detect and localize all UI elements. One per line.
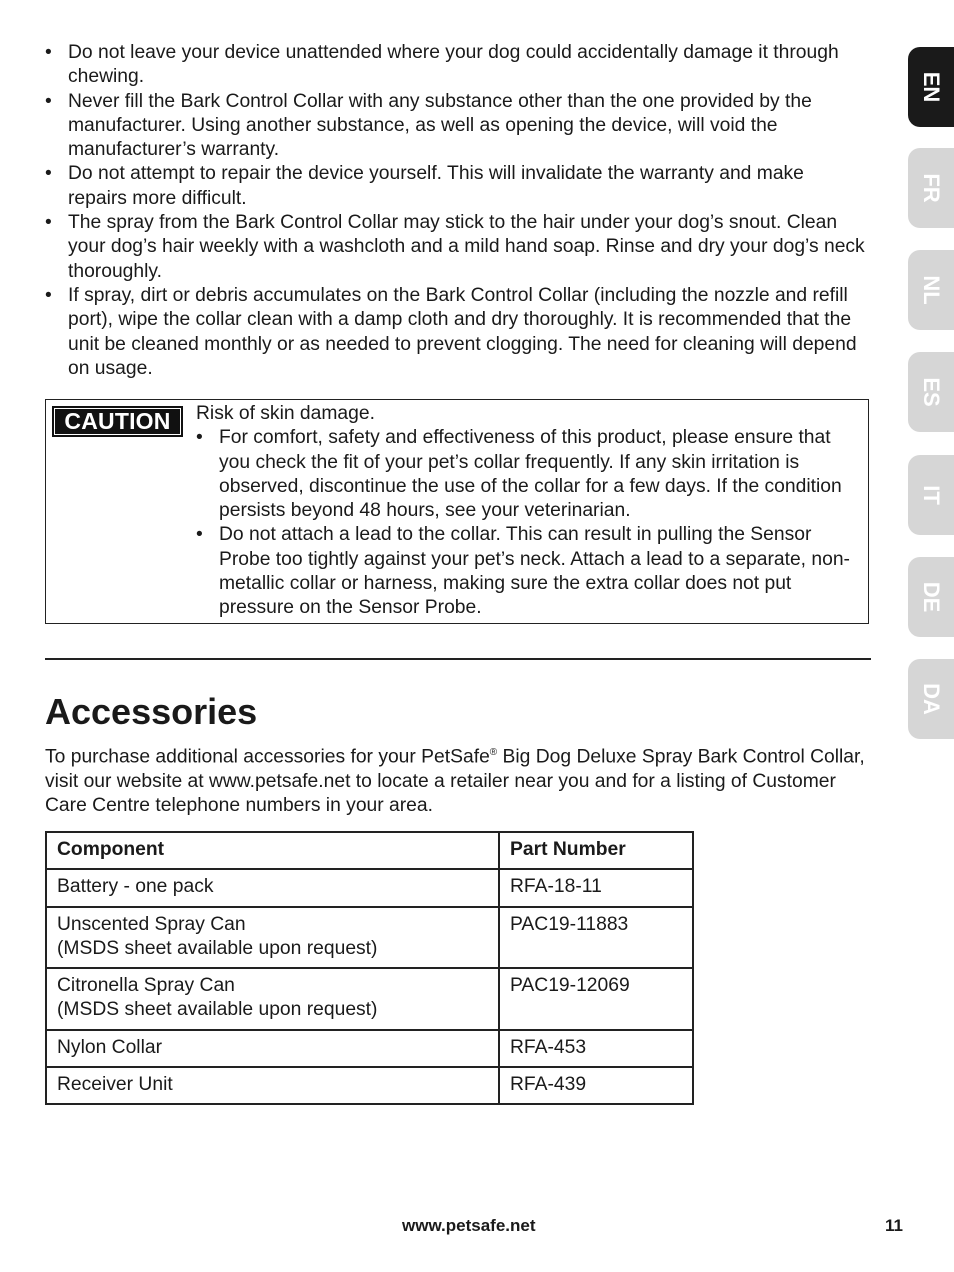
bullet-item: • Do not attempt to repair the device yourself. This will invalidate the warranty and make repairs more difficult. <box>45 162 865 211</box>
registered-mark: ® <box>489 747 498 758</box>
component-name: Battery - one pack <box>57 876 214 898</box>
bullet-item: • The spray from the Bark Control Collar may stick to the hair under your dog’s snout. Clean your dog’s hair weekly with a washcloth and a mild hand soap. Rinse and dry your dog’s neck thoroughly. <box>45 211 865 284</box>
component-cell <box>46 907 499 969</box>
part-number-cell: RFA-453 <box>499 1030 693 1067</box>
tab-de[interactable] <box>908 557 954 637</box>
component-name: Citronella Spray Can <box>57 975 235 997</box>
tab-label: DE <box>919 581 944 613</box>
caution-badge: CAUTION <box>52 406 183 437</box>
caution-content <box>196 402 866 621</box>
bullet-item: • Never fill the Bark Control Collar with any substance other than the one provided by the manufacturer. Using another substance, as well as opening the device, will void the manufacturer’s warranty. <box>45 90 865 163</box>
intro-text-continued: Big Dog Deluxe Spray Bark Control Collar, visit our website at www.petsafe.net to locate a retailer near you and for a listing of Customer Care Centre telephone numbers in your area. <box>45 746 865 817</box>
part-number-cell: PAC19-12069 <box>499 968 693 1030</box>
caution-box <box>45 399 869 624</box>
tab-fr[interactable] <box>908 148 954 228</box>
tab-label: EN <box>919 71 944 103</box>
table-row <box>46 968 693 1030</box>
tab-en[interactable] <box>908 47 954 127</box>
tab-es[interactable] <box>908 352 954 432</box>
bullet-item: • If spray, dirt or debris accumulates on the Bark Control Collar (including the nozzle and refill port), wipe the collar clean with a damp cloth and dry thoroughly. It is recommended that the unit be cleaned monthly or as needed to prevent clogging. The need for cleaning will depend on usage. <box>45 284 865 381</box>
table-row <box>46 907 693 969</box>
component-cell <box>46 869 499 906</box>
table-row <box>46 1067 693 1104</box>
table-row <box>46 869 693 906</box>
table-header-row <box>46 832 693 869</box>
accessories-heading: Accessories <box>45 691 258 732</box>
accessories-intro <box>45 741 865 818</box>
tab-nl[interactable] <box>908 250 954 330</box>
caution-list <box>196 426 866 620</box>
tab-label: ES <box>919 377 944 407</box>
part-number-cell: PAC19-11883 <box>499 907 693 969</box>
component-name: Nylon Collar <box>57 1036 163 1058</box>
column-header-part-number: Part Number <box>499 832 693 869</box>
maintenance-bullet-list <box>45 41 865 381</box>
component-cell <box>46 968 499 1030</box>
caution-item: • For comfort, safety and effectiveness of this product, please ensure that you check the fit of your pet’s collar frequently. If any skin irritation is observed, discontinue the use of the collar for a few days. If the condition persists beyond 48 hours, see your veterinarian. <box>196 426 866 523</box>
tab-label: DA <box>919 683 944 715</box>
component-name: Unscented Spray Can <box>57 913 246 935</box>
tab-label: FR <box>919 173 944 203</box>
column-header-component: Component <box>46 832 499 869</box>
intro-text: To purchase additional accessories for your PetSafe <box>45 746 490 768</box>
component-note: (MSDS sheet available upon request) <box>57 999 378 1021</box>
tab-it[interactable] <box>908 455 954 535</box>
table-row <box>46 1030 693 1067</box>
caution-item: • Do not attach a lead to the collar. This can result in pulling the Sensor Probe too tightly against your pet’s neck. Attach a lead to a separate, non-metallic collar or harness, making sure the extra collar does not put pressure on the Sensor Probe. <box>196 523 866 620</box>
component-cell <box>46 1067 499 1104</box>
tab-label: NL <box>919 275 944 305</box>
part-number-cell: RFA-439 <box>499 1067 693 1104</box>
tab-label: IT <box>919 485 944 505</box>
component-name: Receiver Unit <box>57 1074 173 1096</box>
bullet-item: • Do not leave your device unattended where your dog could accidentally damage it through chewing. <box>45 41 865 90</box>
part-number-cell: RFA-18-11 <box>499 869 693 906</box>
section-divider <box>45 658 871 660</box>
page-number: 11 <box>885 1216 903 1235</box>
component-note: (MSDS sheet available upon request) <box>57 937 378 959</box>
footer-url: www.petsafe.net <box>402 1216 536 1235</box>
component-cell <box>46 1030 499 1067</box>
caution-lead: Risk of skin damage. <box>196 403 375 424</box>
parts-table <box>45 831 694 1105</box>
tab-da[interactable] <box>908 659 954 739</box>
